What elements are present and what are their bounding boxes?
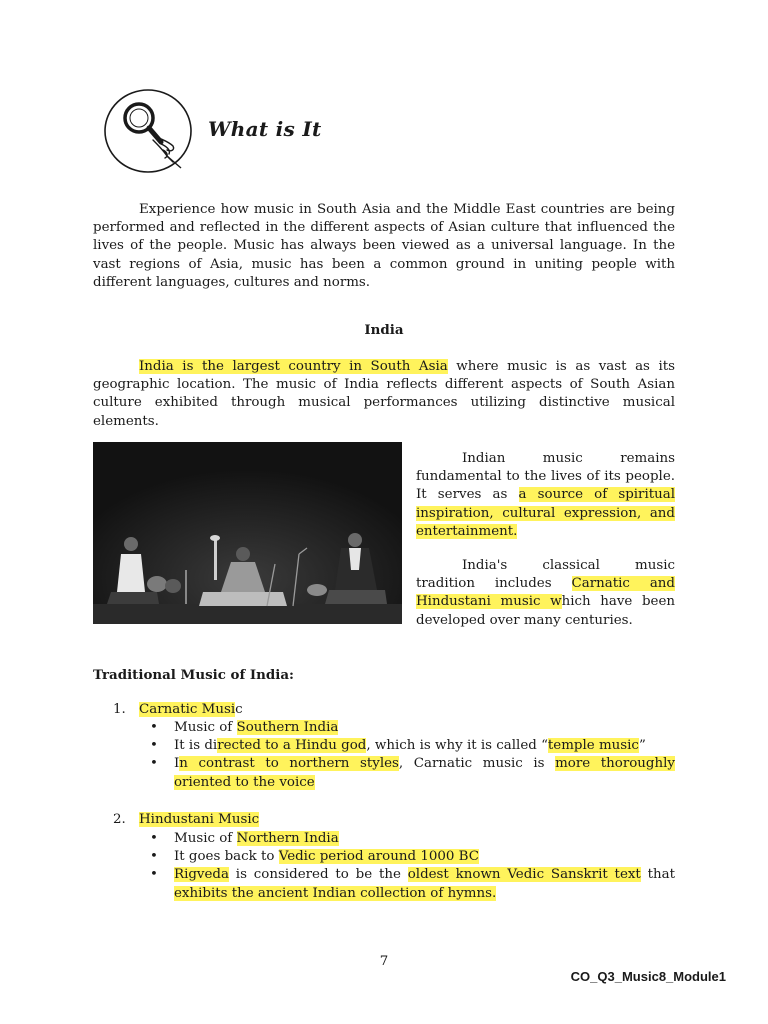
highlight: Carnatic and Hindustani music w (416, 576, 675, 610)
classical-tradition-paragraph: India's classical music tradition includes Carnatic and Hindustani music which have been developed over many centuries. (416, 558, 675, 628)
page-number: 7 (379, 954, 389, 969)
traditional-music-heading: Traditional Music of India: (93, 667, 294, 683)
magnifying-glass-icon (103, 88, 193, 174)
bullet-item: • In contrast to northern styles, Carnatic music is more thoroughly oriented to the voice (148, 755, 675, 791)
highlight: India is the largest country in South Asia (139, 359, 448, 374)
bullet-item: • Music of Northern India (148, 830, 675, 848)
musicians-performance-photo (93, 442, 402, 624)
bullet-item: • It is directed to a Hindu god, which is why it is called “temple music” (148, 737, 675, 755)
hindustani-bullets (148, 830, 675, 903)
india-paragraph: India is the largest country in South Asia where music is as vast as its geographic location. The music of India reflects different aspects of South Asian culture exhibited through musical performances utilizing distinctive musical elements. (93, 359, 675, 429)
section-title: What is It (208, 117, 322, 141)
bullet-item: • Music of Southern India (148, 719, 675, 737)
module-code: CO_Q3_Music8_Module1 (570, 969, 726, 984)
indian-music-paragraph: Indian music remains fundamental to the lives of its people. It serves as a source of spiritual inspiration, cultural expression, and entertainment. (416, 451, 675, 539)
highlight: a source of spiritual inspiration, cultural expression, and entertainment. (416, 487, 675, 539)
list-item-hindustani: 2. Hindustani Music (113, 812, 260, 827)
india-heading: India (364, 322, 404, 338)
intro-paragraph: Experience how music in South Asia and the Middle East countries are being performed and reflected in the different aspects of Asian culture that influenced the lives of the people. Music has always been viewed as a universal language. In the vast regions of Asia, music has been a common ground in uniting people with different languages, cultures and norms. (93, 202, 675, 290)
highlight: Carnatic Musi (139, 702, 236, 717)
carnatic-bullets (148, 719, 675, 792)
list-item-carnatic: 1. Carnatic Music (113, 702, 243, 717)
bullet-item: • It goes back to Vedic period around 1000 BC (148, 848, 675, 866)
bullet-item: • Rigveda is considered to be the oldest known Vedic Sanskrit text that exhibits the ancient Indian collection of hymns. (148, 866, 675, 902)
highlight: Hindustani Music (139, 812, 260, 827)
